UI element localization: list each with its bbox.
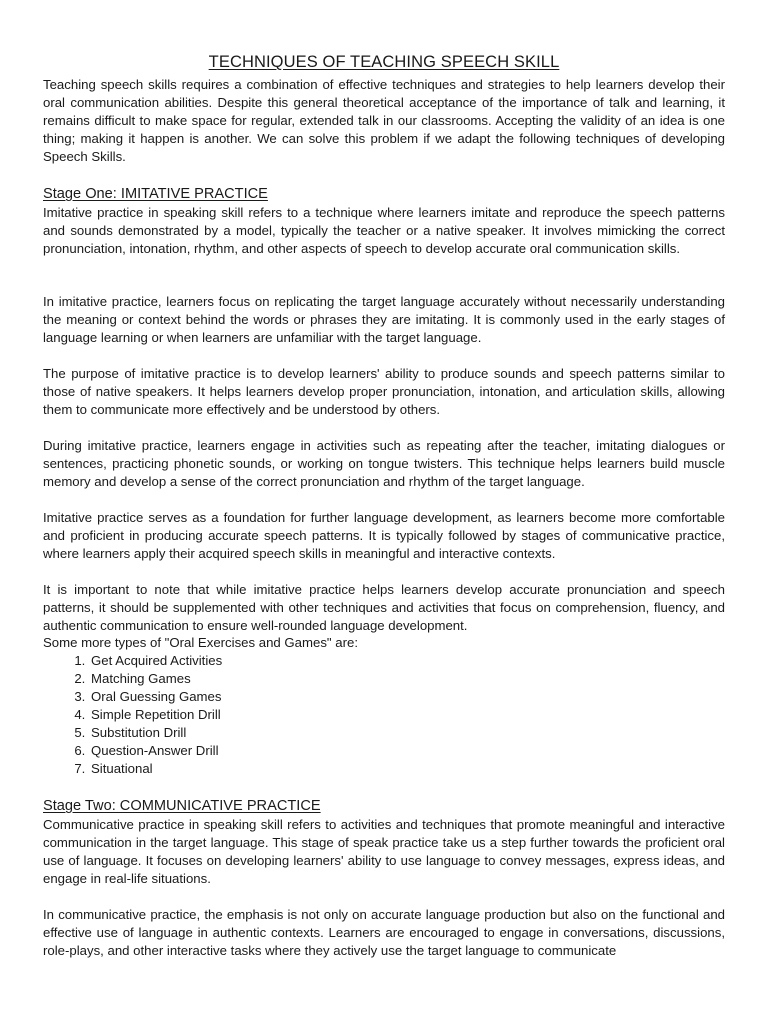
list-item: 5. Substitution Drill [89,724,725,742]
stage-one-paragraph-1: Imitative practice in speaking skill refers to a technique where learners imitate and reproduce the speech patterns and sounds demonstrated by a model, typically the teacher or a native speaker. It involves mimicking the correct pronunciation, intonation, rhythm, and other aspects of speech to develop accurate oral communication skills. [43,205,725,256]
stage-two-heading: Stage Two: COMMUNICATIVE PRACTICE [43,798,321,814]
list-item: 2. Matching Games [89,670,725,688]
list-item: 7. Situational [89,760,725,778]
stage-one-heading: Stage One: IMITATIVE PRACTICE [43,186,268,202]
stage-two-paragraph-2: In communicative practice, the emphasis is not only on accurate language production but also on the functional and effective use of language in authentic contexts. Learners are encouraged to engage in conversations, discussions, role-plays, and other interactive tasks where they actively use the target language to communicate [43,907,725,958]
stage-one-paragraph-6: It is important to note that while imitative practice helps learners develop accurate pronunciation and speech patterns, it should be supplemented with other techniques and activities that focus on comprehension, fluency, and authentic communication to ensure well-rounded language development. [43,582,725,633]
stage-one-paragraph-5: Imitative practice serves as a foundation for further language development, as learners become more comfortable and proficient in producing accurate speech patterns. It is typically followed by stages of communicative practice, where learners apply their acquired speech skills in meaningful and interactive contexts. [43,510,725,561]
stage-two-paragraph-1: Communicative practice in speaking skill refers to activities and techniques that promote meaningful and interactive communication in the target language. This stage of speak practice take us a step further towards the proficient oral use of language. It focuses on developing learners' ability to use language to convey messages, express ideas, and engage in real-life situations. [43,817,725,886]
stage-one-paragraph-4: During imitative practice, learners engage in activities such as repeating after the teacher, imitating dialogues or sentences, practicing phonetic sounds, or working on tongue twisters. This technique helps learners build muscle memory and develop a sense of the correct pronunciation and rhythm of the target language. [43,438,725,489]
list-item: 4. Simple Repetition Drill [89,706,725,724]
list-item: 6. Question-Answer Drill [89,742,725,760]
page-title: TECHNIQUES OF TEACHING SPEECH SKILL [208,53,560,71]
stage-one-paragraph-2: In imitative practice, learners focus on replicating the target language accurately without necessarily understanding the meaning or context behind the words or phrases they are imitating. It is commonly used in the early stages of language learning or when learners are unfamiliar with the target language. [43,294,725,345]
list-intro: Some more types of "Oral Exercises and Games" are: [43,635,358,650]
oral-exercises-list [43,652,725,778]
list-item: 3. Oral Guessing Games [89,688,725,706]
intro-paragraph: Teaching speech skills requires a combination of effective techniques and strategies to help learners develop their oral communication abilities. Despite this general theoretical acceptance of the importance of talk and learning, it remains difficult to make space for regular, extended talk in our classrooms. Accepting the validity of an idea is one thing; making it happen is another. We can solve this problem if we adapt the following techniques of developing Speech Skills. [43,77,725,164]
list-item: 1. Get Acquired Activities [89,652,725,670]
stage-one-paragraph-3: The purpose of imitative practice is to develop learners' ability to produce sounds and speech patterns similar to those of native speakers. It helps learners develop proper pronunciation, intonation, and articulation skills, allowing them to communicate more effectively and be understood by others. [43,366,725,417]
